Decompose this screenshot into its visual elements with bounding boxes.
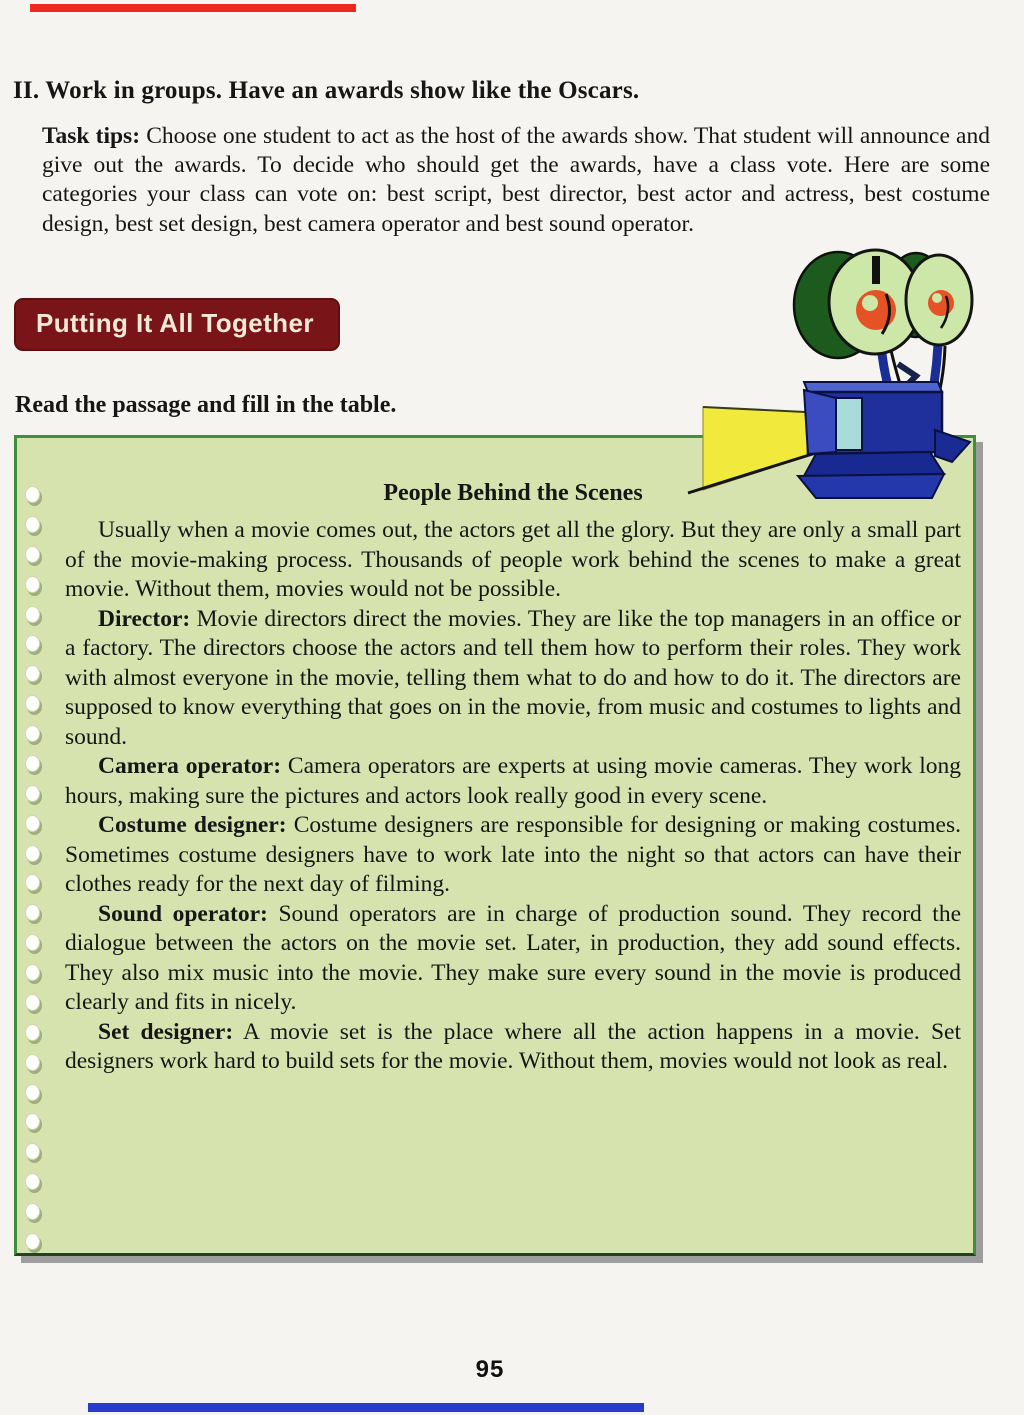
- sprocket-hole: [25, 994, 40, 1011]
- page-number: 95: [475, 1356, 505, 1383]
- sprocket-hole: [25, 665, 40, 682]
- film-projector-icon: [686, 246, 978, 502]
- sprocket-hole: [25, 755, 40, 772]
- sprocket-hole: [25, 904, 40, 921]
- sprocket-hole: [25, 1143, 40, 1160]
- sprocket-hole: [25, 546, 40, 563]
- passage-body: [65, 516, 961, 1077]
- sprocket-hole: [25, 934, 40, 951]
- sprocket-hole: [25, 635, 40, 652]
- sprocket-hole: [25, 516, 40, 533]
- film-sprocket-holes: [25, 486, 43, 1250]
- putting-it-all-together-banner: Putting It All Together: [14, 298, 340, 351]
- sprocket-hole: [25, 1203, 40, 1220]
- passage-paragraph: Usually when a movie comes out, the actors get all the glory. But they are only a small part of the movie-making process. Thousands of people work behind the scenes to make a great movie. Without them, movies would not be possible.: [65, 517, 961, 602]
- passage-paragraph: Camera operator: Camera operators are experts at using movie cameras. They work long hours, making sure the pictures and actors look really good in every scene.: [65, 753, 962, 809]
- sprocket-hole: [25, 1113, 40, 1130]
- sprocket-hole: [25, 725, 40, 742]
- passage-paragraph: Costume designer: Costume designers are responsible for designing or making costumes. Sometimes costume designers have to work late into the night so that actors can have their clothes ready for the next day of filming.: [65, 812, 962, 897]
- sprocket-hole: [25, 1173, 40, 1190]
- bottom-edge-blue-bar: [88, 1403, 644, 1412]
- sprocket-hole: [25, 606, 40, 623]
- passage-title: People Behind the Scenes: [383, 480, 643, 506]
- passage-paragraph: Sound operator: Sound operators are in charge of production sound. They record the dialogue between the actors on the movie set. Later, in production, they add sound effects. They also mix music into the movie. They make sure every sound in the movie is produced clearly and fits in nicely.: [65, 900, 962, 1015]
- sprocket-hole: [25, 964, 40, 981]
- sprocket-hole: [25, 576, 40, 593]
- top-edge-red-bar: [30, 4, 356, 12]
- task-tips-label: Task tips:: [42, 122, 141, 149]
- section-heading: II. Work in groups. Have an awards show like the Oscars.: [13, 76, 640, 104]
- sprocket-hole: [25, 874, 40, 891]
- passage-paragraph: Director: Movie directors direct the movies. They are like the top managers in an office or a factory. The directors choose the actors and tell them how to perform their roles. They work with almost everyone in the movie, telling them what to do and how to do it. The directors are supposed to know everything that goes on in the movie, from music and costumes to lights and sound.: [65, 605, 961, 750]
- sprocket-hole: [25, 785, 40, 802]
- sprocket-hole: [25, 1233, 40, 1250]
- task-tips-paragraph: [42, 122, 990, 240]
- sprocket-hole: [25, 1084, 40, 1101]
- sprocket-hole: [25, 486, 40, 503]
- sprocket-hole: [25, 1054, 40, 1071]
- instruction-text: Read the passage and fill in the table.: [15, 392, 397, 418]
- sprocket-hole: [25, 1024, 40, 1041]
- passage-paragraph: Set designer: A movie set is the place where all the action happens in a movie. Set designers work hard to build sets for the movie. Without them, movies would not look as real.: [65, 1018, 961, 1074]
- sprocket-hole: [25, 695, 40, 712]
- passage-panel: [14, 435, 976, 1256]
- sprocket-hole: [25, 815, 40, 832]
- task-tips-text: Choose one student to act as the host of the awards show. That student will announce and give out the awards. To decide who should get the awards, have a class vote. Here are some categories your class can vote on: best script, best director, best actor and actress, best costume design, best set design, best camera operator and best sound operator.: [42, 122, 990, 237]
- sprocket-hole: [25, 845, 40, 862]
